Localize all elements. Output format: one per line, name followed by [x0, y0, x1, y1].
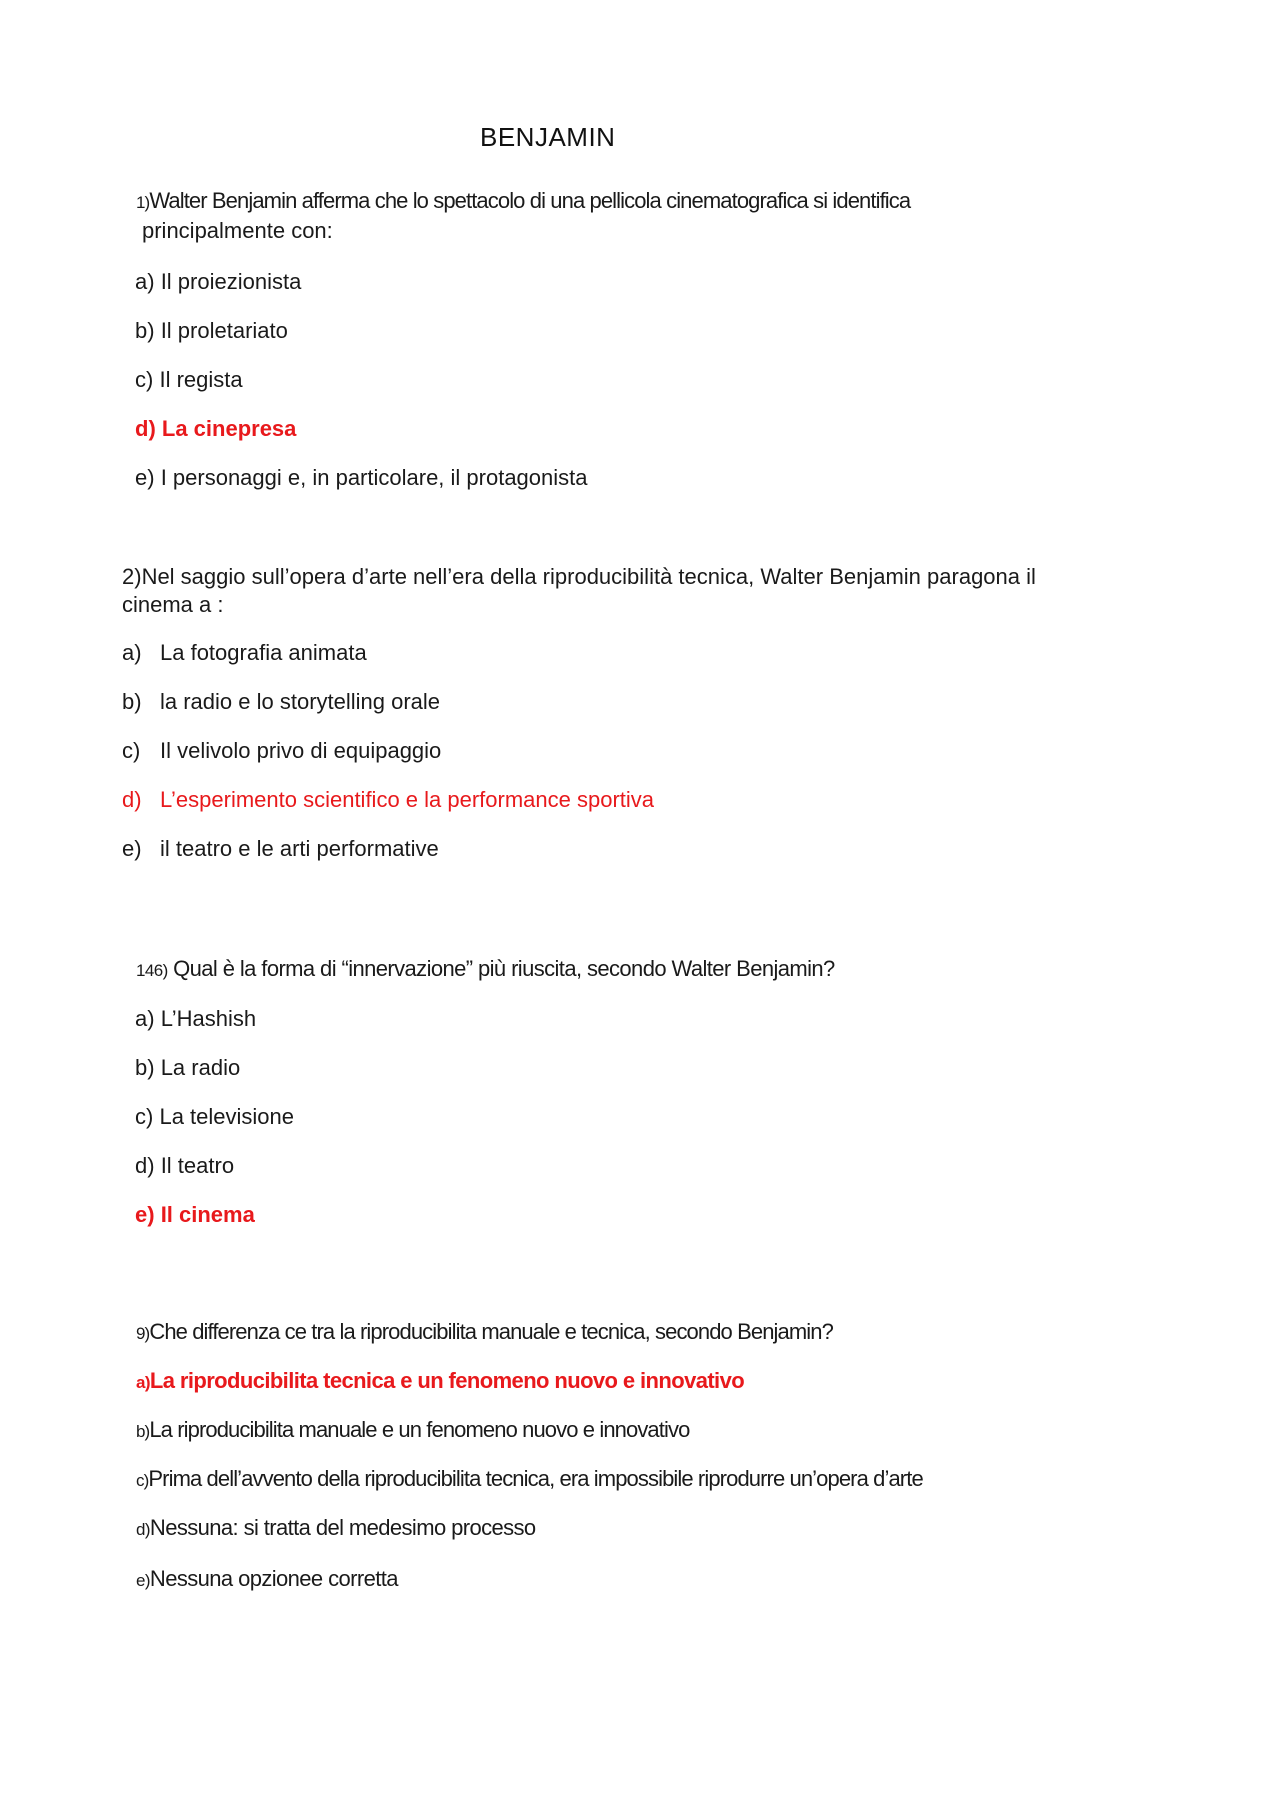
option-text: L’esperimento scientifico e la performance sportiva	[160, 787, 655, 812]
option-text: Prima dell’avvento della riproducibilita tecnica, era impossibile riprodurre un’opera d’arte	[148, 1466, 923, 1491]
option-2d-correct	[122, 786, 654, 814]
question-text: Qual è la forma di “innervazione” più riuscita, secondo Walter Benjamin?	[173, 956, 835, 981]
option-2a	[122, 639, 367, 667]
option-2c	[122, 737, 441, 765]
option-1d-correct	[135, 415, 296, 443]
question-9	[136, 1318, 833, 1348]
option-label: d)	[122, 787, 142, 812]
option-text: la radio e lo storytelling orale	[160, 689, 441, 714]
option-146d	[135, 1152, 234, 1180]
question-number: 146)	[136, 961, 168, 980]
option-9b	[136, 1416, 689, 1446]
question-number: 1)	[136, 193, 150, 212]
option-label: a)	[135, 1006, 155, 1031]
option-label: b)	[135, 318, 155, 343]
option-text: Il teatro	[160, 1153, 235, 1178]
option-text: La radio	[160, 1055, 241, 1080]
question-1-line2: principalmente con:	[142, 218, 333, 243]
option-label: e)	[122, 836, 142, 861]
question-text: Walter Benjamin afferma che lo spettacolo di una pellicola cinematografica si identifica	[149, 188, 911, 213]
option-label: a)	[135, 269, 155, 294]
option-label: a)	[136, 1373, 150, 1392]
option-2b	[122, 688, 440, 716]
option-label: d)	[135, 1153, 155, 1178]
option-text: Il velivolo privo di equipaggio	[160, 738, 442, 763]
option-146b	[135, 1054, 240, 1082]
option-9c	[136, 1465, 923, 1495]
option-text: La cinepresa	[161, 416, 297, 441]
option-text: Nessuna: si tratta del medesimo processo	[149, 1515, 536, 1540]
question-text: Nel saggio sull’opera d’arte nell’era della riproducibilità tecnica, Walter Benjamin paragona il	[141, 564, 1036, 589]
option-label: e)	[135, 465, 155, 490]
option-text: L’Hashish	[160, 1006, 257, 1031]
option-text: La televisione	[159, 1104, 294, 1129]
option-146e-correct	[135, 1201, 255, 1229]
option-label: c)	[136, 1471, 149, 1490]
option-label: c)	[135, 367, 154, 392]
option-text: I personaggi e, in particolare, il protagonista	[160, 465, 588, 490]
question-2	[122, 563, 1036, 591]
option-9d	[136, 1514, 536, 1544]
option-text: Nessuna opzionee corretta	[149, 1566, 398, 1591]
option-9a-correct	[136, 1367, 744, 1397]
question-2-line2: cinema a :	[122, 592, 224, 617]
option-text: La fotografia animata	[160, 640, 367, 665]
option-label: e)	[136, 1571, 150, 1590]
option-label: b)	[135, 1055, 155, 1080]
option-label: b)	[122, 689, 142, 714]
option-1c	[135, 366, 243, 394]
option-label: b)	[136, 1422, 150, 1441]
option-1e	[135, 464, 588, 492]
option-text: La riproducibilita tecnica e un fenomeno nuovo e innovativo	[149, 1368, 745, 1393]
option-label: c)	[122, 738, 141, 763]
option-2e	[122, 835, 439, 863]
option-text: Il proletariato	[160, 318, 288, 343]
option-9e	[136, 1565, 398, 1595]
option-text: Il cinema	[160, 1202, 255, 1227]
question-number: 9)	[136, 1324, 150, 1343]
option-1a	[135, 268, 301, 296]
page-title: BENJAMIN	[480, 122, 616, 152]
question-1	[136, 187, 910, 217]
option-146a	[135, 1005, 256, 1033]
option-text: Il regista	[159, 367, 243, 392]
option-label: d)	[135, 416, 156, 441]
option-label: a)	[122, 640, 142, 665]
question-number: 2)	[122, 564, 142, 589]
option-1b	[135, 317, 288, 345]
question-text: Che differenza ce tra la riproducibilita manuale e tecnica, secondo Benjamin?	[149, 1319, 833, 1344]
question-146	[136, 955, 835, 985]
option-label: e)	[135, 1202, 155, 1227]
option-146c	[135, 1103, 294, 1131]
option-text: La riproducibilita manuale e un fenomeno nuovo e innovativo	[149, 1417, 690, 1442]
option-text: Il proiezionista	[160, 269, 302, 294]
option-text: il teatro e le arti performative	[160, 836, 439, 861]
option-label: d)	[136, 1520, 150, 1539]
option-label: c)	[135, 1104, 154, 1129]
